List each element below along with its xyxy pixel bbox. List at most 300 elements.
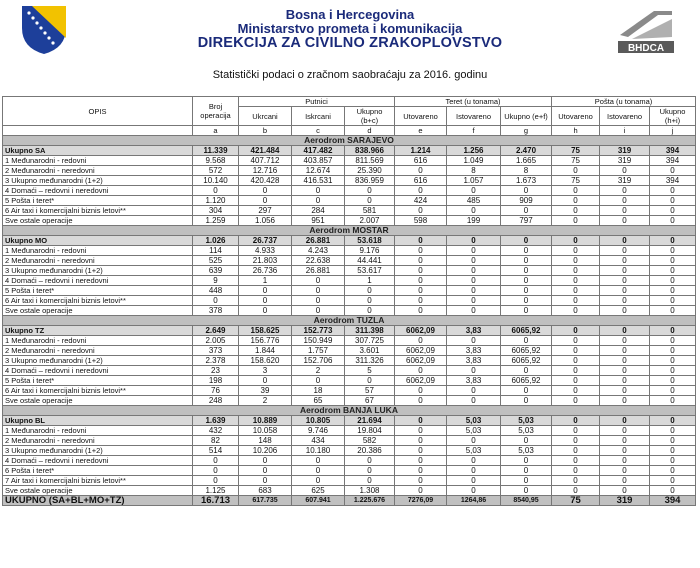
table-cell: 6065,92 <box>501 326 552 336</box>
subtotal-row <box>3 416 696 426</box>
table-cell: 10.140 <box>193 176 239 186</box>
table-cell: 0 <box>600 356 650 366</box>
table-cell: 0 <box>447 276 501 286</box>
table-cell: 0 <box>501 456 552 466</box>
table-cell: 0 <box>650 436 696 446</box>
table-cell: 0 <box>600 346 650 356</box>
table-row <box>3 266 696 276</box>
table-cell: 4.243 <box>292 246 345 256</box>
country-name: Bosna i Hercegovina <box>285 7 415 22</box>
table-cell: 75 <box>552 146 600 156</box>
table-cell: 0 <box>552 456 600 466</box>
table-cell: 0 <box>600 256 650 266</box>
table-cell: 0 <box>501 476 552 486</box>
table-cell: 0 <box>600 466 650 476</box>
table-cell: 0 <box>552 276 600 286</box>
table-cell: 26.737 <box>239 236 292 246</box>
table-row <box>3 286 696 296</box>
subtotal-row <box>3 236 696 246</box>
table-cell: 1.639 <box>193 416 239 426</box>
table-cell: 0 <box>447 286 501 296</box>
table-cell: 416.531 <box>292 176 345 186</box>
table-cell: 0 <box>600 486 650 496</box>
table-cell: 311.398 <box>345 326 395 336</box>
table-cell: 1.125 <box>193 486 239 496</box>
table-cell: 9 <box>193 276 239 286</box>
grand-total-cell: 394 <box>650 496 696 506</box>
table-cell: 0 <box>395 246 447 256</box>
table-cell: 8 <box>447 166 501 176</box>
table-cell: 5,03 <box>501 426 552 436</box>
table-cell: 421.484 <box>239 146 292 156</box>
table-cell: 0 <box>447 296 501 306</box>
table-cell: 0 <box>650 486 696 496</box>
row-label: Ukupno MO <box>3 236 193 246</box>
table-cell: 0 <box>650 196 696 206</box>
table-cell: 0 <box>447 486 501 496</box>
table-cell: 0 <box>501 246 552 256</box>
table-cell: 0 <box>501 206 552 216</box>
table-cell: 0 <box>501 366 552 376</box>
table-cell: 0 <box>552 326 600 336</box>
row-label: 3 Ukupno međunarodni (1+2) <box>3 446 193 456</box>
table-cell: 5,03 <box>447 426 501 436</box>
table-cell: 6062,09 <box>395 326 447 336</box>
table-cell: 0 <box>552 466 600 476</box>
row-label: 6 Pošta i teret* <box>3 466 193 476</box>
table-cell: 0 <box>552 246 600 256</box>
table-cell: 297 <box>239 206 292 216</box>
table-cell: 5,03 <box>501 416 552 426</box>
table-cell: 0 <box>395 296 447 306</box>
table-cell: 25.390 <box>345 166 395 176</box>
table-cell: 485 <box>447 196 501 206</box>
row-label: 6 Air taxi i komercijalni biznis letovi** <box>3 386 193 396</box>
table-cell: 10.206 <box>239 446 292 456</box>
row-label: 4 Domaći – redovni i neredovni <box>3 276 193 286</box>
table-cell: 248 <box>193 396 239 406</box>
table-cell: 6065,92 <box>501 356 552 366</box>
table-cell: 838.966 <box>345 146 395 156</box>
table-cell: 0 <box>447 306 501 316</box>
table-cell: 0 <box>650 276 696 286</box>
row-label: Sve ostale operacije <box>3 486 193 496</box>
table-cell: 26.881 <box>292 236 345 246</box>
table-cell: 909 <box>501 196 552 206</box>
row-label: 5 Pošta i teret* <box>3 196 193 206</box>
table-cell: 0 <box>447 246 501 256</box>
table-cell: 0 <box>501 466 552 476</box>
table-cell: 57 <box>345 386 395 396</box>
letter-cell: b <box>239 126 292 136</box>
row-label: 1 Međunarodni - redovni <box>3 156 193 166</box>
table-cell: 0 <box>447 436 501 446</box>
table-cell: 5,03 <box>447 446 501 456</box>
table-row <box>3 196 696 206</box>
letter-cell: i <box>600 126 650 136</box>
table-cell: 0 <box>395 486 447 496</box>
table-cell: 1.256 <box>447 146 501 156</box>
table-cell: 0 <box>552 436 600 446</box>
table-cell: 0 <box>193 186 239 196</box>
grand-total-row <box>3 496 696 506</box>
table-cell: 0 <box>552 196 600 206</box>
table-cell: 0 <box>650 346 696 356</box>
table-cell: 0 <box>292 476 345 486</box>
table-cell: 373 <box>193 346 239 356</box>
table-cell: 5,03 <box>501 446 552 456</box>
table-cell: 0 <box>345 456 395 466</box>
traffic-statistics-table <box>2 96 696 506</box>
table-cell: 0 <box>650 366 696 376</box>
table-cell: 2.007 <box>345 216 395 226</box>
table-cell: 0 <box>650 296 696 306</box>
table-cell: 0 <box>600 166 650 176</box>
table-cell: 0 <box>447 396 501 406</box>
table-cell: 0 <box>552 376 600 386</box>
grand-total-cell: 617.735 <box>239 496 292 506</box>
row-label: 5 Pošta i teret* <box>3 376 193 386</box>
grand-total-cell: 319 <box>600 496 650 506</box>
table-cell: 6065,92 <box>501 376 552 386</box>
table-cell: 0 <box>501 306 552 316</box>
table-cell: 616 <box>395 156 447 166</box>
table-row <box>3 396 696 406</box>
table-cell: 0 <box>552 236 600 246</box>
table-cell: 0 <box>552 476 600 486</box>
table-cell: 0 <box>447 206 501 216</box>
table-cell: 0 <box>600 306 650 316</box>
table-cell: 0 <box>292 306 345 316</box>
table-cell: 0 <box>650 186 696 196</box>
table-cell: 0 <box>239 456 292 466</box>
table-cell: 951 <box>292 216 345 226</box>
grand-total-cell: 16.713 <box>193 496 239 506</box>
letter-cell: c <box>292 126 345 136</box>
table-cell: 319 <box>600 176 650 186</box>
row-label: Sve ostale operacije <box>3 216 193 226</box>
table-cell: 0 <box>600 296 650 306</box>
table-cell: 23 <box>193 366 239 376</box>
subtotal-row <box>3 326 696 336</box>
row-label: 4 Domaći – redovni i neredovni <box>3 366 193 376</box>
col-opis: OPIS <box>3 97 193 126</box>
table-cell: 0 <box>345 306 395 316</box>
row-label: 7 Air taxi i komercijalni biznis letovi** <box>3 476 193 486</box>
group-teret: Teret (u tonama) <box>395 97 552 107</box>
table-cell: 0 <box>552 216 600 226</box>
table-cell: 0 <box>395 256 447 266</box>
col-broj-operacija: Broj operacija <box>193 97 239 126</box>
grand-total-cell: 7276,09 <box>395 496 447 506</box>
table-cell: 0 <box>395 476 447 486</box>
group-posta: Pošta (u tonama) <box>552 97 696 107</box>
table-cell: 0 <box>395 186 447 196</box>
report-subtitle: Statistički podaci o zračnom saobraćaju za 2016. godinu <box>212 69 488 81</box>
letter-cell: a <box>193 126 239 136</box>
letter-cell: h <box>552 126 600 136</box>
table-cell: 0 <box>552 296 600 306</box>
letter-cell: j <box>650 126 696 136</box>
row-label: 5 Pošta i teret* <box>3 286 193 296</box>
organization-title <box>150 8 550 50</box>
table-cell: 639 <box>193 266 239 276</box>
table-cell: 0 <box>650 376 696 386</box>
table-cell: 0 <box>345 466 395 476</box>
table-cell: 5,03 <box>447 416 501 426</box>
table-cell: 0 <box>650 246 696 256</box>
table-cell: 3.601 <box>345 346 395 356</box>
table-cell: 0 <box>292 286 345 296</box>
table-cell: 0 <box>600 386 650 396</box>
table-cell: 319 <box>600 156 650 166</box>
table-row <box>3 296 696 306</box>
table-cell: 114 <box>193 246 239 256</box>
table-cell: 44.441 <box>345 256 395 266</box>
row-label: Sve ostale operacije <box>3 306 193 316</box>
table-cell: 307.725 <box>345 336 395 346</box>
group-putnici: Putnici <box>239 97 395 107</box>
table-cell: 407.712 <box>239 156 292 166</box>
table-cell: 0 <box>395 236 447 246</box>
table-cell: 0 <box>239 296 292 306</box>
row-label: Ukupno TZ <box>3 326 193 336</box>
table-cell: 0 <box>395 436 447 446</box>
table-cell: 26.881 <box>292 266 345 276</box>
table-cell: 0 <box>552 486 600 496</box>
table-cell: 0 <box>600 396 650 406</box>
table-cell: 616 <box>395 176 447 186</box>
table-cell: 2 <box>239 396 292 406</box>
table-cell: 10.805 <box>292 416 345 426</box>
row-label: 1 Međunarodni - redovni <box>3 426 193 436</box>
table-row <box>3 456 696 466</box>
grand-total-cell: 607.941 <box>292 496 345 506</box>
table-cell: 0 <box>501 386 552 396</box>
table-cell: 0 <box>193 456 239 466</box>
table-cell: 319 <box>600 146 650 156</box>
table-cell: 0 <box>447 366 501 376</box>
table-cell: 378 <box>193 306 239 316</box>
table-cell: 434 <box>292 436 345 446</box>
table-cell: 836.959 <box>345 176 395 186</box>
table-row <box>3 446 696 456</box>
table-row <box>3 246 696 256</box>
table-cell: 0 <box>345 286 395 296</box>
table-cell: 1.259 <box>193 216 239 226</box>
table-cell: 9.176 <box>345 246 395 256</box>
row-label: 4 Domaći – redovni i neredovni <box>3 456 193 466</box>
table-cell: 811.569 <box>345 156 395 166</box>
table-cell: 21.694 <box>345 416 395 426</box>
row-label: 6 Air taxi i komercijalni biznis letovi** <box>3 206 193 216</box>
table-row <box>3 346 696 356</box>
table-cell: 0 <box>650 266 696 276</box>
table-cell: 0 <box>600 436 650 446</box>
table-cell: 1.308 <box>345 486 395 496</box>
table-cell: 0 <box>395 206 447 216</box>
table-cell: 0 <box>501 276 552 286</box>
row-label: 2 Međunarodni - neredovni <box>3 346 193 356</box>
table-cell: 148 <box>239 436 292 446</box>
table-cell: 0 <box>447 256 501 266</box>
col-ukupno-hi: Ukupno (h+i) <box>650 107 696 126</box>
table-cell: 0 <box>600 206 650 216</box>
table-cell: 53.618 <box>345 236 395 246</box>
table-cell: 0 <box>552 416 600 426</box>
table-cell: 0 <box>395 386 447 396</box>
table-cell: 0 <box>501 396 552 406</box>
table-cell: 75 <box>552 156 600 166</box>
table-cell: 2.470 <box>501 146 552 156</box>
table-cell: 0 <box>600 456 650 466</box>
table-cell: 11.339 <box>193 146 239 156</box>
bhdca-logo-text: BHDCA <box>627 43 665 54</box>
section-title: Aerodrom TUZLA <box>3 316 696 326</box>
table-cell: 0 <box>345 196 395 206</box>
grand-total-cell: 75 <box>552 496 600 506</box>
table-cell: 0 <box>650 446 696 456</box>
row-label: 3 Ukupno međunarodni (1+2) <box>3 356 193 366</box>
table-cell: 0 <box>650 306 696 316</box>
table-cell: 1.757 <box>292 346 345 356</box>
table-cell: 0 <box>552 256 600 266</box>
table-cell: 311.326 <box>345 356 395 366</box>
table-row <box>3 156 696 166</box>
table-cell: 0 <box>650 426 696 436</box>
section-title: Aerodrom BANJA LUKA <box>3 406 696 416</box>
table-row <box>3 366 696 376</box>
table-cell: 0 <box>447 336 501 346</box>
table-row <box>3 476 696 486</box>
table-cell: 0 <box>239 476 292 486</box>
table-cell: 0 <box>345 186 395 196</box>
table-cell: 1.665 <box>501 156 552 166</box>
table-cell: 0 <box>650 216 696 226</box>
section-title: Aerodrom SARAJEVO <box>3 136 696 146</box>
table-cell: 5 <box>345 366 395 376</box>
table-cell: 20.386 <box>345 446 395 456</box>
table-cell: 26.736 <box>239 266 292 276</box>
table-cell: 199 <box>447 216 501 226</box>
table-body <box>3 136 696 496</box>
table-cell: 12.716 <box>239 166 292 176</box>
table-cell: 0 <box>552 346 600 356</box>
col-posta-utovareno: Utovareno <box>552 107 600 126</box>
table-cell: 82 <box>193 436 239 446</box>
table-cell: 10.180 <box>292 446 345 456</box>
col-istovareno: Istovareno <box>447 107 501 126</box>
grand-total-cell: 1.225.676 <box>345 496 395 506</box>
table-cell: 0 <box>650 166 696 176</box>
column-letters-row <box>3 126 696 136</box>
row-label: 2 Međunarodni - neredovni <box>3 166 193 176</box>
table-cell: 0 <box>292 466 345 476</box>
table-cell: 0 <box>501 436 552 446</box>
table-cell: 0 <box>239 306 292 316</box>
table-cell: 0 <box>501 186 552 196</box>
table-cell: 0 <box>552 306 600 316</box>
table-cell: 0 <box>600 266 650 276</box>
table-row <box>3 436 696 446</box>
table-cell: 0 <box>447 476 501 486</box>
row-label: 4 Domaći – redovni i neredovni <box>3 186 193 196</box>
table-row <box>3 356 696 366</box>
table-cell: 0 <box>650 256 696 266</box>
table-cell: 0 <box>395 276 447 286</box>
table-cell: 0 <box>600 326 650 336</box>
table-row <box>3 376 696 386</box>
row-label: 2 Međunarodni - neredovni <box>3 256 193 266</box>
document-header <box>0 0 700 92</box>
table-cell: 448 <box>193 286 239 296</box>
table-cell: 1.049 <box>447 156 501 166</box>
table-cell: 0 <box>552 266 600 276</box>
col-ukupno-ef: Ukupno (e+f) <box>501 107 552 126</box>
table-cell: 0 <box>600 476 650 486</box>
table-row <box>3 276 696 286</box>
table-cell: 0 <box>600 236 650 246</box>
table-row <box>3 166 696 176</box>
table-cell: 0 <box>650 286 696 296</box>
table-cell: 2 <box>292 366 345 376</box>
table-cell: 0 <box>552 356 600 366</box>
table-cell: 514 <box>193 446 239 456</box>
table-cell: 2.378 <box>193 356 239 366</box>
table-cell: 3,83 <box>447 356 501 366</box>
table-cell: 0 <box>395 336 447 346</box>
table-cell: 0 <box>447 456 501 466</box>
table-cell: 150.949 <box>292 336 345 346</box>
table-cell: 0 <box>650 386 696 396</box>
table-cell: 0 <box>345 476 395 486</box>
table-cell: 18 <box>292 386 345 396</box>
table-cell: 0 <box>239 196 292 206</box>
table-cell: 39 <box>239 386 292 396</box>
table-cell: 284 <box>292 206 345 216</box>
table-cell: 0 <box>501 286 552 296</box>
table-cell: 797 <box>501 216 552 226</box>
table-cell: 67 <box>345 396 395 406</box>
table-cell: 12.674 <box>292 166 345 176</box>
table-cell: 0 <box>600 366 650 376</box>
table-cell: 0 <box>501 336 552 346</box>
table-cell: 0 <box>447 236 501 246</box>
table-cell: 0 <box>239 376 292 386</box>
table-cell: 0 <box>193 296 239 306</box>
table-cell: 0 <box>395 266 447 276</box>
table-cell: 1.214 <box>395 146 447 156</box>
grand-total-cell: 8540,95 <box>501 496 552 506</box>
table-cell: 158.625 <box>239 326 292 336</box>
table-cell: 6065,92 <box>501 346 552 356</box>
table-cell: 0 <box>501 236 552 246</box>
row-label: Ukupno BL <box>3 416 193 426</box>
table-cell: 10.058 <box>239 426 292 436</box>
table-cell: 0 <box>600 426 650 436</box>
table-cell: 0 <box>650 236 696 246</box>
table-cell: 22.638 <box>292 256 345 266</box>
table-cell: 198 <box>193 376 239 386</box>
table-cell: 3 <box>239 366 292 376</box>
table-cell: 0 <box>193 466 239 476</box>
table-cell: 0 <box>650 356 696 366</box>
table-cell: 424 <box>395 196 447 206</box>
table-cell: 1.057 <box>447 176 501 186</box>
table-cell: 0 <box>600 196 650 206</box>
table-cell: 1.673 <box>501 176 552 186</box>
table-cell: 0 <box>395 396 447 406</box>
